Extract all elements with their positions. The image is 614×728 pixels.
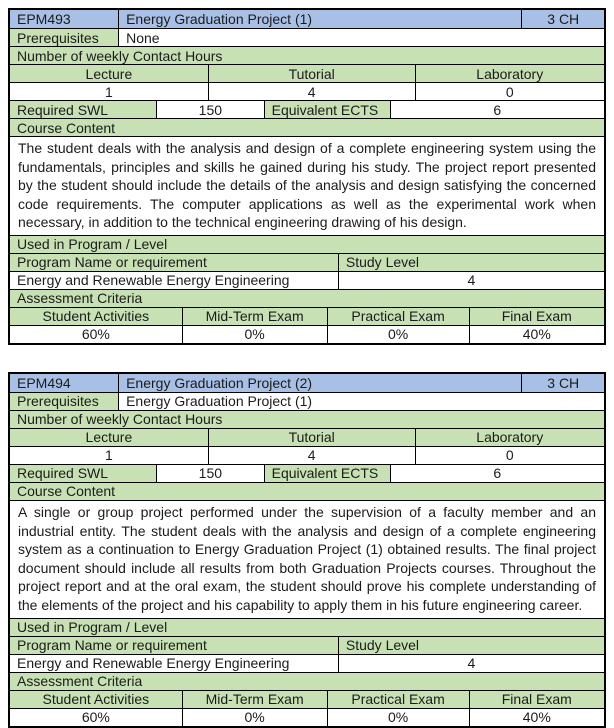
final-exam-value: 40%	[469, 709, 604, 726]
practical-exam-value: 0%	[327, 326, 469, 343]
student-activities-label: Student Activities	[10, 691, 182, 708]
final-exam-label: Final Exam	[469, 691, 604, 708]
equivalent-ects-label: Equivalent ECTS	[264, 465, 390, 482]
practical-exam-value: 0%	[327, 709, 469, 726]
prerequisites-label: Prerequisites	[10, 393, 118, 410]
assessment-labels-row	[10, 690, 604, 708]
prerequisites-row	[10, 392, 604, 410]
program-labels-row	[10, 636, 604, 654]
required-swl-value: 150	[156, 465, 264, 482]
used-in-header: Used in Program / Level	[10, 236, 604, 253]
credit-hours: 3 CH	[521, 374, 604, 392]
student-activities-value: 60%	[81, 709, 110, 726]
laboratory-value: 0	[415, 447, 605, 464]
student-activities-value: 60%	[81, 326, 110, 343]
course-content-header: Course Content	[10, 119, 604, 136]
lecture-label: Lecture	[10, 429, 208, 446]
mid-term-exam-label: Mid-Term Exam	[182, 691, 327, 708]
tutorial-label: Tutorial	[208, 65, 415, 82]
course-content-header: Course Content	[10, 483, 604, 500]
assessment-header: Assessment Criteria	[10, 673, 604, 690]
credit-hours: 3 CH	[521, 10, 604, 28]
contact-labels-row	[10, 64, 604, 82]
program-name-label: Program Name or requirement	[10, 637, 338, 654]
required-swl-label: Required SWL	[10, 101, 156, 118]
contact-hours-header: Number of weekly Contact Hours	[10, 411, 604, 428]
used-in-header: Used in Program / Level	[10, 619, 604, 636]
swl-row	[10, 464, 604, 482]
course-content-row	[10, 500, 604, 618]
prerequisites-label: Prerequisites	[10, 29, 118, 46]
contact-values-row	[10, 446, 604, 464]
equivalent-ects-value: 6	[390, 465, 604, 482]
prerequisites-value: Energy Graduation Project (1)	[118, 393, 604, 410]
equivalent-ects-value: 6	[390, 101, 604, 118]
practical-exam-label: Practical Exam	[327, 308, 469, 325]
program-name-label: Program Name or requirement	[10, 254, 338, 271]
equivalent-ects-label: Equivalent ECTS	[264, 101, 390, 118]
tutorial-label: Tutorial	[208, 429, 415, 446]
prerequisites-row	[10, 28, 604, 46]
mid-term-exam-label: Mid-Term Exam	[182, 308, 327, 325]
final-exam-label: Final Exam	[469, 308, 604, 325]
swl-row	[10, 100, 604, 118]
assessment-labels-row	[10, 307, 604, 325]
study-level-label: Study Level	[338, 254, 604, 271]
final-exam-value: 40%	[469, 326, 604, 343]
course-header-row	[10, 374, 604, 392]
laboratory-label: Laboratory	[415, 429, 605, 446]
program-labels-row	[10, 253, 604, 271]
prerequisites-value: None	[118, 29, 604, 46]
assessment-header-row	[10, 672, 604, 690]
lecture-label: Lecture	[10, 65, 208, 82]
required-swl-label: Required SWL	[10, 465, 156, 482]
mid-term-exam-value: 0%	[182, 709, 327, 726]
contact-hours-header-row	[10, 46, 604, 64]
assessment-values-row	[10, 708, 604, 726]
laboratory-value: 0	[415, 83, 605, 100]
course-content-header-row	[10, 482, 604, 500]
course-content-header-row	[10, 118, 604, 136]
course-table-epm494	[8, 372, 606, 728]
program-values-row	[10, 271, 604, 289]
laboratory-label: Laboratory	[415, 65, 605, 82]
study-level-value: 4	[338, 655, 604, 672]
program-name-value: Energy and Renewable Energy Engineering	[17, 655, 290, 672]
required-swl-value: 150	[156, 101, 264, 118]
contact-hours-header: Number of weekly Contact Hours	[10, 47, 604, 64]
contact-values-row	[10, 82, 604, 100]
tutorial-value: 4	[208, 447, 415, 464]
assessment-header: Assessment Criteria	[10, 290, 604, 307]
course-header-row	[10, 10, 604, 28]
mid-term-exam-value: 0%	[182, 326, 327, 343]
contact-hours-header-row	[10, 410, 604, 428]
student-activities-label: Student Activities	[10, 308, 182, 325]
lecture-value: 1	[105, 83, 113, 100]
assessment-header-row	[10, 289, 604, 307]
course-content-text: The student deals with the analysis and design of a complete engineering system using the fundamentals, principles and skills he gained during his study. The project report presented by the student should include the details of the analysis and design satisfying the concerned code requirements. The computer applications as well as the experimental work when necessary, in addition to the technical engineering drawing of his design.	[18, 140, 596, 231]
course-code: EPM493	[10, 10, 118, 28]
course-code: EPM494	[10, 374, 118, 392]
used-in-header-row	[10, 235, 604, 253]
program-values-row	[10, 654, 604, 672]
program-name-value: Energy and Renewable Energy Engineering	[17, 272, 290, 289]
tutorial-value: 4	[208, 83, 415, 100]
practical-exam-label: Practical Exam	[327, 691, 469, 708]
assessment-values-row	[10, 325, 604, 343]
course-content-row	[10, 136, 604, 235]
study-level-value: 4	[338, 272, 604, 289]
study-level-label: Study Level	[338, 637, 604, 654]
course-content-text: A single or group project performed under the supervision of a faculty member and an industrial entity. The student deals with the analysis and design of a complete engineering system as a continuation to Energy Graduation Project (1) obtained results. The final project document should include all results from both Graduation Projects courses. Throughout the project report and at the oral exam, the student should prove his complete understanding of the elements of the project and his capability to apply them in his future engineering career.	[18, 503, 596, 613]
course-title: Energy Graduation Project (1)	[118, 10, 521, 28]
used-in-header-row	[10, 618, 604, 636]
lecture-value: 1	[105, 447, 113, 464]
course-table-epm493	[8, 8, 606, 345]
course-title: Energy Graduation Project (2)	[118, 374, 521, 392]
contact-labels-row	[10, 428, 604, 446]
